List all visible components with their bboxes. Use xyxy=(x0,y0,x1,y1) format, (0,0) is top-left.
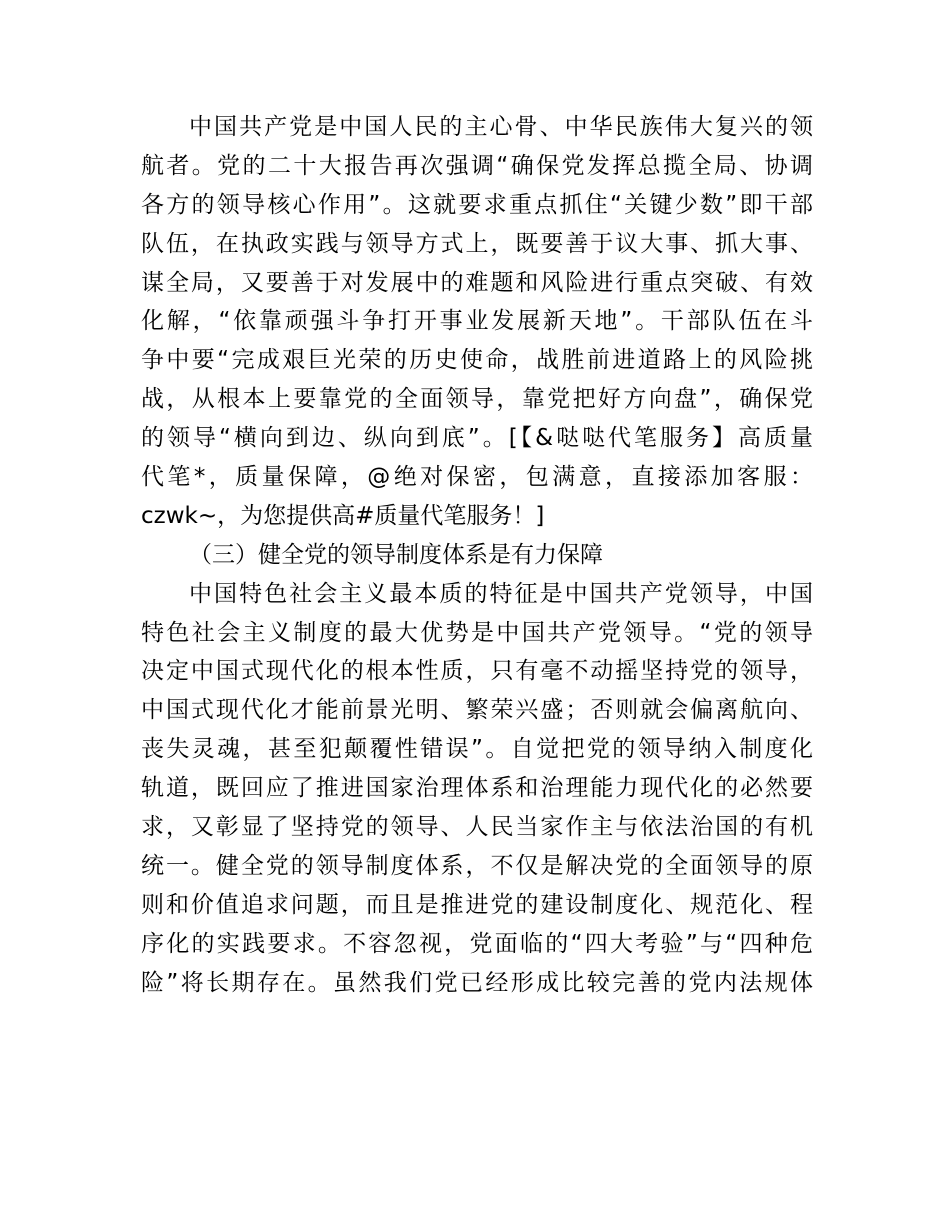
paragraph-line: 特色社会主义制度的最大优势是中国共产党领导。“党的领导 xyxy=(141,619,813,646)
paragraph-line: 统一。健全党的领导制度体系，不仅是解决党的全面领导的原 xyxy=(141,852,813,879)
paragraph-line: 战，从根本上要靠党的全面领导，靠党把好方向盘”，确保党 xyxy=(141,386,813,413)
paragraph-1 xyxy=(141,108,813,536)
paragraph-line: 的领导“横向到边、纵向到底”。[【&哒哒代笔服务】高质量 xyxy=(141,425,813,452)
paragraph-2 xyxy=(141,575,813,1003)
paragraph-line: 中国式现代化才能前景光明、繁荣兴盛；否则就会偏离航向、 xyxy=(141,697,813,724)
paragraph-line: 丧失灵魂，甚至犯颠覆性错误”。自觉把党的领导纳入制度化 xyxy=(141,736,813,763)
paragraph-line: 求，又彰显了坚持党的领导、人民当家作主与依法治国的有机 xyxy=(141,814,813,841)
paragraph-line: 争中要“完成艰巨光荣的历史使命，战胜前进道路上的风险挑 xyxy=(141,347,813,374)
paragraph-line: 化解，“依靠顽强斗争打开事业发展新天地”。干部队伍在斗 xyxy=(141,308,813,335)
paragraph-line: 序化的实践要求。不容忽视，党面临的“四大考验”与“四种危 xyxy=(141,930,813,957)
paragraph-line: 队伍，在执政实践与领导方式上，既要善于议大事、抓大事、 xyxy=(141,230,813,257)
paragraph-line: czwk~，为您提供高#质量代笔服务！] xyxy=(141,502,545,529)
paragraph-line: 轨道，既回应了推进国家治理体系和治理能力现代化的必然要 xyxy=(141,775,813,802)
paragraph-line: 谋全局，又要善于对发展中的难题和风险进行重点突破、有效 xyxy=(141,269,813,296)
paragraph-line: 各方的领导核心作用”。这就要求重点抓住“关键少数”即干部 xyxy=(141,191,813,218)
paragraph-line: 则和价值追求问题，而且是推进党的建设制度化、规范化、程 xyxy=(141,891,813,918)
paragraph-line: 代笔*，质量保障，@绝对保密，包满意，直接添加客服： xyxy=(141,464,813,491)
paragraph-line: 航者。党的二十大报告再次强调“确保党发挥总揽全局、协调 xyxy=(141,152,813,179)
paragraph-line: 中国共产党是中国人民的主心骨、中华民族伟大复兴的领 xyxy=(189,114,813,140)
section-heading: （三）健全党的领导制度体系是有力保障 xyxy=(189,541,603,568)
document-body xyxy=(141,108,813,1002)
paragraph-line: 险”将长期存在。虽然我们党已经形成比较完善的党内法规体 xyxy=(141,969,813,996)
paragraph-line: 中国特色社会主义最本质的特征是中国共产党领导，中国 xyxy=(189,580,813,607)
paragraph-line: 决定中国式现代化的根本性质，只有毫不动摇坚持党的领导， xyxy=(141,658,813,685)
